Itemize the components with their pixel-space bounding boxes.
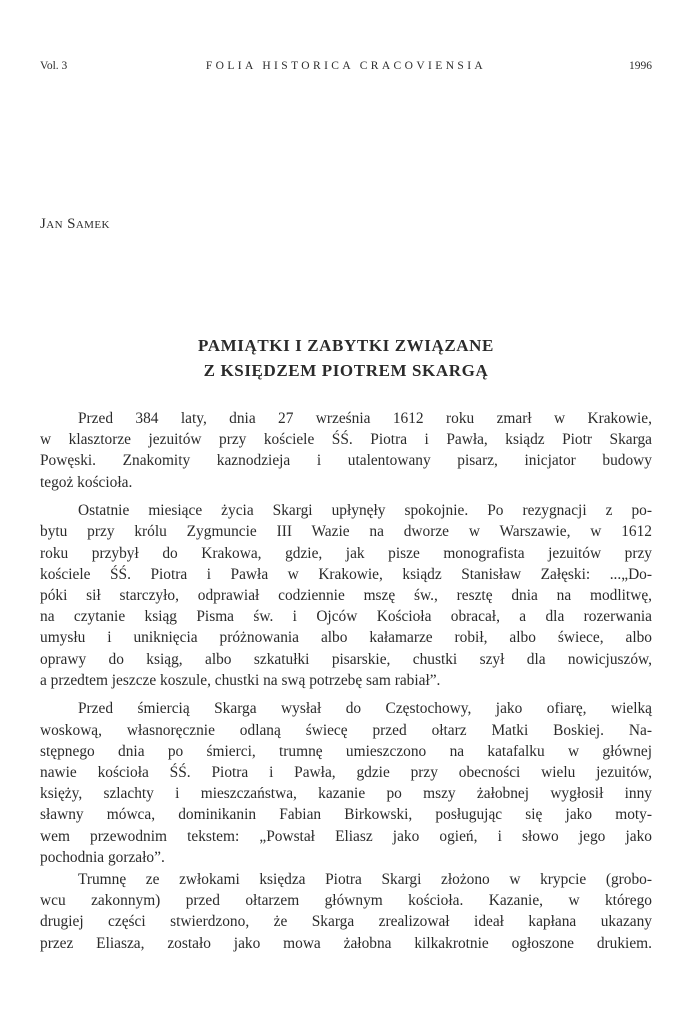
text-line: Przed 384 laty, dnia 27 września 1612 roku zmarł w Krakowie, (78, 410, 652, 427)
article-body (40, 408, 652, 961)
article-title-line-1: PAMIĄTKI I ZABYTKI ZWIĄZANE (198, 336, 494, 355)
year-label: 1996 (629, 60, 652, 72)
text-line: pochodnia gorzało”. (40, 848, 165, 866)
text-line: roku przybył do Krakowa, gdzie, jak pisze monografista jezuitów przy (40, 544, 652, 562)
running-head (40, 57, 652, 75)
article-title (40, 333, 652, 383)
text-line: sławny mówca, dominikanin Fabian Birkowski, posługując się jako moty- (40, 806, 652, 824)
author-name: Jan Samek (40, 216, 110, 232)
text-line: Trumnę ze zwłokami księdza Piotra Skargi złożono w krypcie (grobo- (78, 870, 652, 888)
text-line: oprawy do ksiąg, albo szkatułki pisarskie, chustki szył dla nowicjuszów, (40, 650, 652, 668)
text-line: tegoż kościoła. (40, 473, 133, 491)
text-line: na czytanie ksiąg Pisma św. i Ojców Kościoła obracał, a dla rozerwania (40, 608, 652, 626)
text-line: bytu przy królu Zygmuncie III Wazie na dworze w Warszawie, w 1612 (40, 523, 652, 541)
text-line: wem przewodnim tekstem: „Powstał Eliasz jako ogień, i słowo jego jako (40, 827, 652, 845)
text-line: stępnego dnia po śmierci, trumnę umieszczono na katafalku w głównej (40, 742, 652, 760)
volume-label: Vol. 3 (40, 60, 68, 72)
paragraph (40, 698, 652, 868)
text-line: księży, szlachty i mieszczaństwa, kazanie po mszy żałobnej wygłosił inny (40, 785, 652, 803)
text-line: póki sił starczyło, odprawiał codziennie mszę św., resztę dnia na modlitwę, (40, 587, 652, 604)
text-line: przez Eliasza, zostało jako mowa żałobna kilkakrotnie ogłoszone drukiem. (40, 934, 652, 952)
text-line: woskową, własnoręcznie odlaną świecę przed ołtarz Matki Boskiej. Na- (40, 721, 652, 739)
paragraph (40, 500, 652, 691)
journal-title: FOLIA HISTORICA CRACOVIENSIA (205, 60, 487, 72)
text-line: drugiej części stwierdzono, że Skarga zrealizował ideał kapłana ukazany (40, 913, 652, 931)
text-line: Powęski. Znakomity kaznodzieja i utalentowany pisarz, inicjator budowy (40, 452, 652, 470)
text-line: w klasztorze jezuitów przy kościele ŚŚ. Piotra i Pawła, ksiądz Piotr Skarga (40, 431, 652, 449)
paragraph (40, 869, 652, 954)
text-line: nawie kościoła ŚŚ. Piotra i Pawła, gdzie przy obecności wielu jezuitów, (40, 764, 652, 781)
text-line: wcu zakonnym) przed ołtarzem głównym kościoła. Kazanie, w którego (40, 892, 652, 910)
text-line: kościele ŚŚ. Piotra i Pawła w Krakowie, ksiądz Stanisław Załęski: ...„Do- (40, 565, 652, 583)
text-line: umysłu i uniknięcia próżnowania albo kałamarze robił, albo świece, albo (40, 629, 652, 647)
text-line: Przed śmiercią Skarga wysłał do Częstochowy, jako ofiarę, wielką (78, 700, 652, 718)
text-line: Ostatnie miesiące życia Skargi upłynęły spokojnie. Po rezygnacji z po- (78, 502, 652, 520)
text-line: a przedtem jeszcze koszule, chustki na swą potrzebę sam rabiał”. (40, 671, 441, 689)
article-title-line-2: Z KSIĘDZEM PIOTREM SKARGĄ (203, 361, 489, 380)
paragraph (40, 408, 652, 493)
